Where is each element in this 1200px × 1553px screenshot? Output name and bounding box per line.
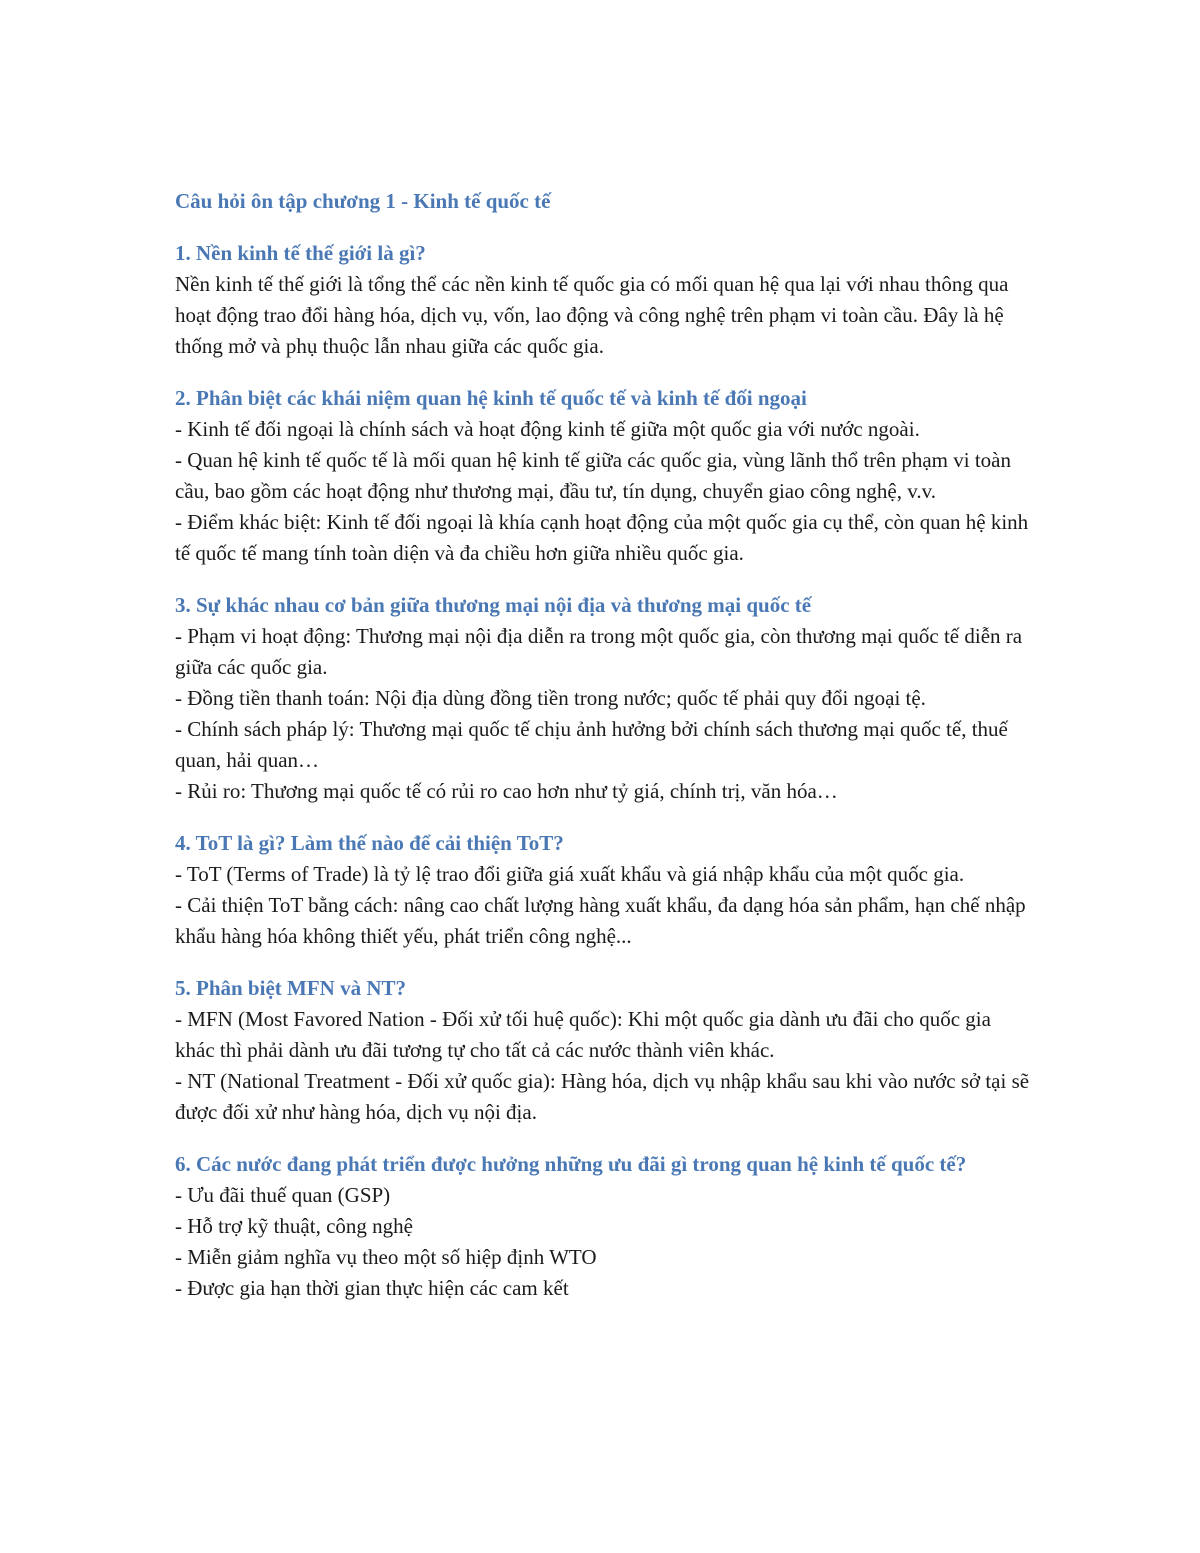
section-heading: 5. Phân biệt MFN và NT? [175,976,406,1000]
section-line: - Được gia hạn thời gian thực hiện các cam kết [175,1276,569,1300]
section-4 [175,828,1035,952]
section-1 [175,238,1035,362]
section-line: - Cải thiện ToT bằng cách: nâng cao chất lượng hàng xuất khẩu, đa dạng hóa sản phẩm, hạn chế nhập khẩu hàng hóa không thiết yếu, phát triển công nghệ... [175,893,1026,948]
section-5 [175,973,1035,1128]
section-line: - Kinh tế đối ngoại là chính sách và hoạt động kinh tế giữa một quốc gia với nước ngoài. [175,417,920,441]
section-3 [175,590,1035,807]
section-line: - Điểm khác biệt: Kinh tế đối ngoại là khía cạnh hoạt động của một quốc gia cụ thể, còn quan hệ kinh tế quốc tế mang tính toàn diện và đa chiều hơn giữa nhiều quốc gia. [175,510,1029,565]
section-line: Nền kinh tế thế giới là tổng thể các nền kinh tế quốc gia có mối quan hệ qua lại với nhau thông qua hoạt động trao đổi hàng hóa, dịch vụ, vốn, lao động và công nghệ trên phạm vi toàn cầu. Đây là hệ thống mở và phụ thuộc lẫn nhau giữa các quốc gia. [175,272,1009,358]
section-line: - MFN (Most Favored Nation - Đối xử tối huệ quốc): Khi một quốc gia dành ưu đãi cho quốc gia khác thì phải dành ưu đãi tương tự cho tất cả các nước thành viên khác. [175,1007,991,1062]
document-content [175,186,1035,1325]
section-line: - ToT (Terms of Trade) là tỷ lệ trao đổi giữa giá xuất khẩu và giá nhập khẩu của một quốc gia. [175,862,965,886]
section-line: - Chính sách pháp lý: Thương mại quốc tế chịu ảnh hưởng bởi chính sách thương mại quốc tế, thuế quan, hải quan… [175,717,1008,772]
section-line: - NT (National Treatment - Đối xử quốc gia): Hàng hóa, dịch vụ nhập khẩu sau khi vào nước sở tại sẽ được đối xử như hàng hóa, dịch vụ nội địa. [175,1069,1030,1124]
section-line: - Miễn giảm nghĩa vụ theo một số hiệp định WTO [175,1245,597,1269]
section-heading: 6. Các nước đang phát triển được hưởng những ưu đãi gì trong quan hệ kinh tế quốc tế? [175,1152,967,1176]
section-heading: 3. Sự khác nhau cơ bản giữa thương mại nội địa và thương mại quốc tế [175,593,812,617]
section-heading: 4. ToT là gì? Làm thế nào để cải thiện ToT? [175,831,564,855]
section-2 [175,383,1035,569]
section-line: - Phạm vi hoạt động: Thương mại nội địa diễn ra trong một quốc gia, còn thương mại quốc tế diễn ra giữa các quốc gia. [175,624,1023,679]
section-line: - Ưu đãi thuế quan (GSP) [175,1183,391,1207]
section-heading: 1. Nền kinh tế thế giới là gì? [175,241,426,265]
section-line: - Quan hệ kinh tế quốc tế là mối quan hệ kinh tế giữa các quốc gia, vùng lãnh thổ trên phạm vi toàn cầu, bao gồm các hoạt động như thương mại, đầu tư, tín dụng, chuyển giao công nghệ, v.v. [175,448,1011,503]
section-line: - Đồng tiền thanh toán: Nội địa dùng đồng tiền trong nước; quốc tế phải quy đổi ngoại tệ. [175,686,926,710]
section-heading: 2. Phân biệt các khái niệm quan hệ kinh tế quốc tế và kinh tế đối ngoại [175,386,807,410]
section-6 [175,1149,1035,1304]
document-title: Câu hỏi ôn tập chương 1 - Kinh tế quốc tế [175,189,551,213]
section-line: - Rủi ro: Thương mại quốc tế có rủi ro cao hơn như tỷ giá, chính trị, văn hóa… [175,779,838,803]
section-line: - Hỗ trợ kỹ thuật, công nghệ [175,1214,413,1238]
